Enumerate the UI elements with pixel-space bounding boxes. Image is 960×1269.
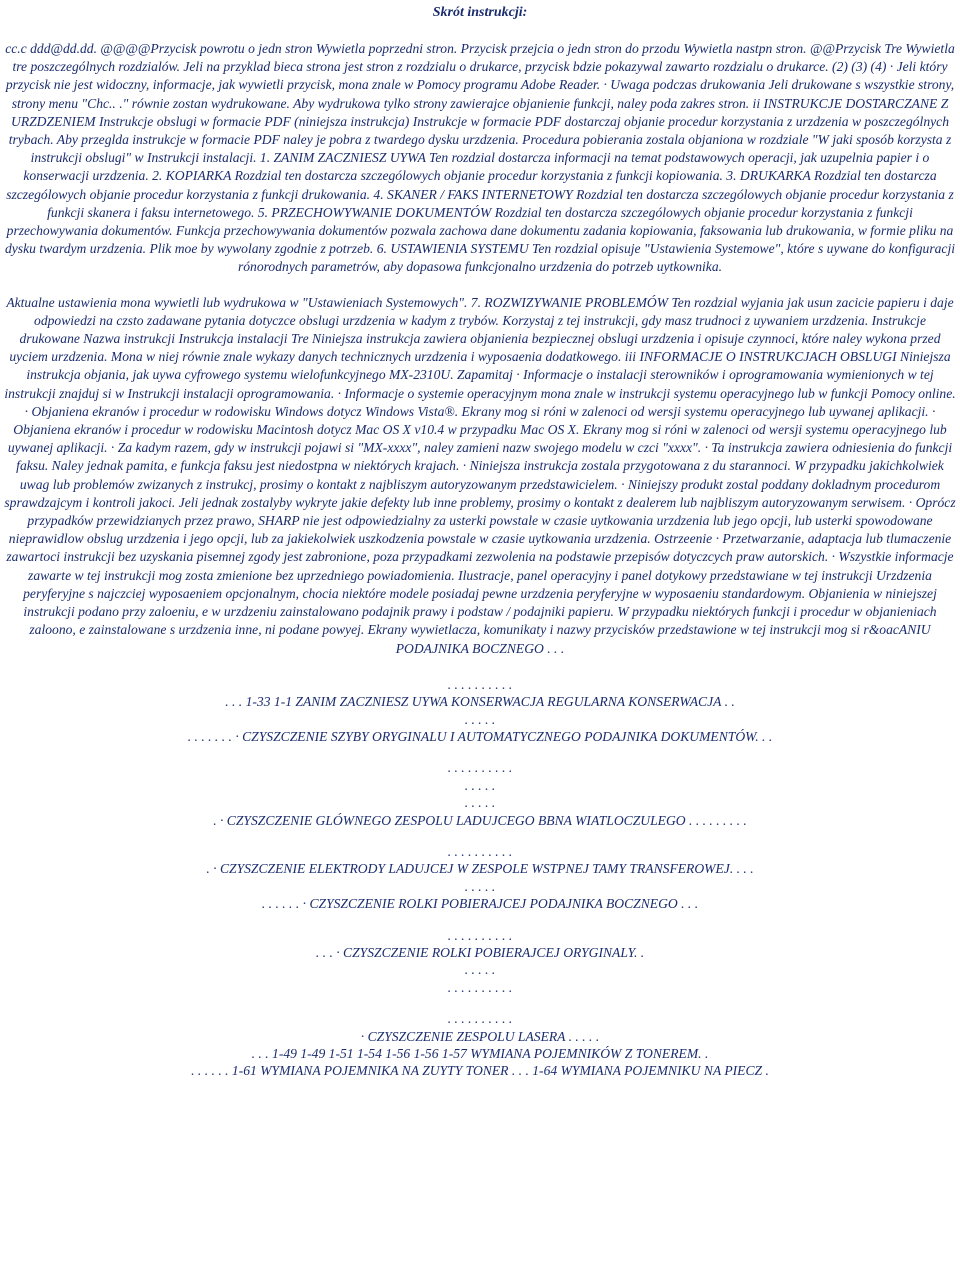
toc-line: . · CZYSZCZENIE ELEKTRODY LADUJCEJ W ZESPOLE WSTPNEJ TAMY TRANSFEROWEJ. . . .	[206, 861, 754, 877]
toc-line: · CZYSZCZENIE ZESPOLU LASERA . . . . .	[360, 1028, 600, 1044]
toc-line: . . . . . . · CZYSZCZENIE ROLKI POBIERAJCEJ PODAJNIKA BOCZNEGO . . .	[261, 896, 699, 912]
body-paragraph-2: Aktualne ustawienia mona wywietli lub wydrukowa w "Ustawieniach Systemowych". 7. ROZWIZYWANIE PROBLEMÓW Ten rozdzial wyjania jak usun zacicie papieru i daje odpowiedzi na czsto zadawane pytania dotyczce obslugi urzdzenia w kadym z trybów. Korzystaj z tej instrukcji, gdy masz trudnoci z uywaniem urzdzenia. Instrukcje drukowane Nazwa instrukcji Instrukcja instalacji Tre Niniejsza instrukcja zawiera objanienia bezpiecznej obslugi urzdzenia i opisuje czynnoci, które naley wykona przed uyciem urzdzenia. Mona w niej równie znale wykazy danych technicznych urzdzenia i wyposaenia dodatkowego. iii INFORMACJE O INSTRUKCJACH OBSLUGI Niniejsza instrukcja objania, jak uywa cyfrowego systemu wielofunkcyjnego MX-2310U. Zapamitaj · Informacje o instalacji sterowników i oprogramowania wymienionych w tej instrukcji znajduj si w Instrukcji instalacji oprogramowania. · Informacje o systemie operacyjnym mona znale w instrukcji systemu operacyjnego lub w funkcji Pomocy online. · Objaniena ekranów i procedur w rodowisku Windows dotycz Windows Vista®. Ekrany mog si róni w zalenoci od wersji systemu operacyjnego lub uywanej aplikacji. · Objaniena ekranów i procedur w rodowisku Macintosh dotycz Mac OS X v10.4 w przypadku Mac OS X. Ekrany mog si róni w zalenoci od wersji systemu operacyjnego lub uywanej aplikacji. · Za kadym razem, gdy w instrukcji pojawi si "MX-xxxx", naley zamieni nazw swojego modelu w czci "xxxx". · Ta instrukcja zawiera odniesienia do funkcji faksu. Naley jednak pamita, e funkcja faksu jest niedostpna w niektórych krajach. · Niniejsza instrukcja zostala przygotowana z du starannoci. W przypadku jakichkolwiek uwag lub problemów zwizanych z instrukcj, prosimy o kontakt z najbliszym autoryzowanym przedstawicielem. · Niniejszy produkt zostal poddany dokladnym procedurom sprawdzajcym i kontroli jakoci. Jeli jednak zostalyby wykryte jakie defekty lub inne problemy, prosimy o kontakt z dealerem lub najbliszym autoryzowanym serwisem. · Oprócz przypadków przewidzianych przez prawo, SHARP nie jest odpowiedzialny za usterki powstale w czasie uytkowania urzdzenia lub jego opcji, lub usterki spowodowane nieprawidlow obslug urzdzenia i jego opcji, lub za jakiekolwiek uszkodzenia powstale w czasie uytkowania urzdzenia. Ostrzeenie · Przetwarzanie, adaptacja lub tlumaczenie zawartoci instrukcji bez uzyskania pisemnej zgody jest zabronione, poza przypadkami zezwolenia na podstawie przepisów dotyczcych praw autorskich. · Wszystkie informacje zawarte w tej instrukcji mog zosta zmienione bez uprzedniego powiadomienia. Ilustracje, panel operacyjny i panel dotykowy przedstawiane w tej instrukcji Urzdzenia peryferyjne s najczciej wyposaeniem opcjonalnym, chocia niektóre modele posiadaj pewne urzdzenia peryferyjne w wyposaeniu standardowym. Objanienia w niniejszej instrukcji podano przy zaloeniu, e w urzdzeniu zainstalowano podajnik prawy i podstaw / podajniki papieru. W przypadku niektórych funkcji i procedur w objanieniach zaloono, e zainstalowane s urzdzenia inne, ni podane powyej. Ekrany wywietlacza, komunikaty i nazwy przycisków przedstawione w tej instrukcji mog si r&oacANIU PODAJNIKA BOCZNEGO . . .	[4, 294, 956, 656]
toc-line: . . . . . . . . . .	[447, 843, 513, 859]
toc-line: . . . . .	[464, 795, 496, 811]
page-title: Skrót instrukcji:	[432, 5, 528, 20]
toc-line: . . . . . . . · CZYSZCZENIE SZYBY ORYGINALU I AUTOMATYCZNEGO PODAJNIKA DOKUMENTÓW. . .	[187, 728, 773, 744]
toc-line: . . . . .	[464, 777, 496, 793]
toc-line: . . . . . . . . . .	[447, 1011, 513, 1027]
toc-line: . . . . .	[464, 711, 496, 727]
toc-line: . . . . . . 1-61 WYMIANA POJEMNIKA NA ZUYTY TONER . . . 1-64 WYMIANA POJEMNIKU NA PIECZ .	[191, 1063, 769, 1079]
toc-line: . · CZYSZCZENIE GLÓWNEGO ZESPOLU LADUJCEGO BBNA WIATLOCZULEGO . . . . . . . . .	[213, 812, 747, 828]
toc-line: . . . . . . . . . .	[447, 760, 513, 776]
toc-line: . . . . . . . . . .	[447, 676, 513, 692]
toc-line: . . . 1-33 1-1 ZANIM ZACZNIESZ UYWA KONSERWACJA REGULARNA KONSERWACJA . .	[225, 694, 735, 710]
toc-line: . . . . . . . . . .	[447, 927, 513, 943]
paragraph-spacer	[4, 277, 956, 294]
toc-spacer	[4, 745, 956, 759]
toc-line: . . . · CZYSZCZENIE ROLKI POBIERAJCEJ ORYGINALY. .	[315, 944, 645, 960]
body-paragraph-1: cc.c ddd@dd.dd. @@@@Przycisk powrotu o jedn stron Wywietla poprzedni stron. Przycisk przejcia o jedn stron do przodu Wywietla nastpn stron. @@Przycisk Tre Wywietla tre poszczególnych rozdzialów. Jeli na przyklad bieca strona jest stron z rozdzialu o drukarce, przycisk bdzie pokazywal zawarto rozdzialu o drukarce. (2) (3) (4) · Jeli który przycisk nie jest widoczny, informacje, jak wywietli przycisk, mona znale w Pomocy programu Adobe Reader. · Uwaga podczas drukowania Jeli drukowane s wszystkie strony, strony menu "Chc.. ." równie zostan wydrukowane. Aby wydrukowa tylko strony zawierajce objanienie funkcji, naley poda zakres stron. ii INSTRUKCJE DOSTARCZANE Z URZDZENIEM Instrukcje obslugi w formacie PDF (niniejsza instrukcja) Instrukcje w formacie PDF dostarczaj objanie procedur korzystania z urzdzenia w poszczególnych trybach. Aby przeglda instrukcje w formacie PDF naley je pobra z twardego dysku urzdzenia. Procedura pobierania zostala objaniona w rozdziale "W jaki sposób korzysta z instrukcji obslugi" w Instrukcji instalacji. 1. ZANIM ZACZNIESZ UYWA Ten rozdzial dostarcza informacji na temat podstawowych operacji, jak uzupelnia papier i o konserwacji urzdzenia. 2. KOPIARKA Rozdzial ten dostarcza szczególowych objanie procedur korzystania z funkcji kopiowania. 3. DRUKARKA Rozdzial ten dostarcza szczególowych objanie procedur korzystania z funkcji drukowania. 4. SKANER / FAKS INTERNETOWY Rozdzial ten dostarcza szczególowych objanie procedur korzystania z funkcji skanera i faksu internetowego. 5. PRZECHOWYWANIE DOKUMENTÓW Rozdzial ten dostarcza szczególowych objanie procedur korzystania z funkcji przechowywania dokumentów. Funkcja przechowywania dokumentów pozwala zachowa dane dokumentu zadania kopiowania, faksowania lub drukowania, w formie pliku na dysku twardym urzdzenia. Plik moe by wywolany zgodnie z potrzeb. 6. USTAWIENIA SYSTEMU Ten rozdzial opisuje "Ustawienia Systemowe", które s uywane do konfiguracji rónorodnych parametrów, aby dopasowa funkcjonalno urzdzenia do potrzeb uytkownika.	[4, 41, 956, 275]
toc-line: . . . . . . . . . .	[447, 979, 513, 995]
toc-line: . . . . .	[464, 962, 496, 978]
toc-spacer	[4, 996, 956, 1010]
toc-spacer	[4, 829, 956, 843]
toc-spacer	[4, 913, 956, 927]
document-page	[4, 0, 956, 1080]
toc-line: . . . 1-49 1-49 1-51 1-54 1-56 1-56 1-57 WYMIANA POJEMNIKÓW Z TONEREM. .	[251, 1046, 709, 1062]
toc-line: . . . . .	[464, 878, 496, 894]
table-of-contents	[4, 676, 956, 1080]
